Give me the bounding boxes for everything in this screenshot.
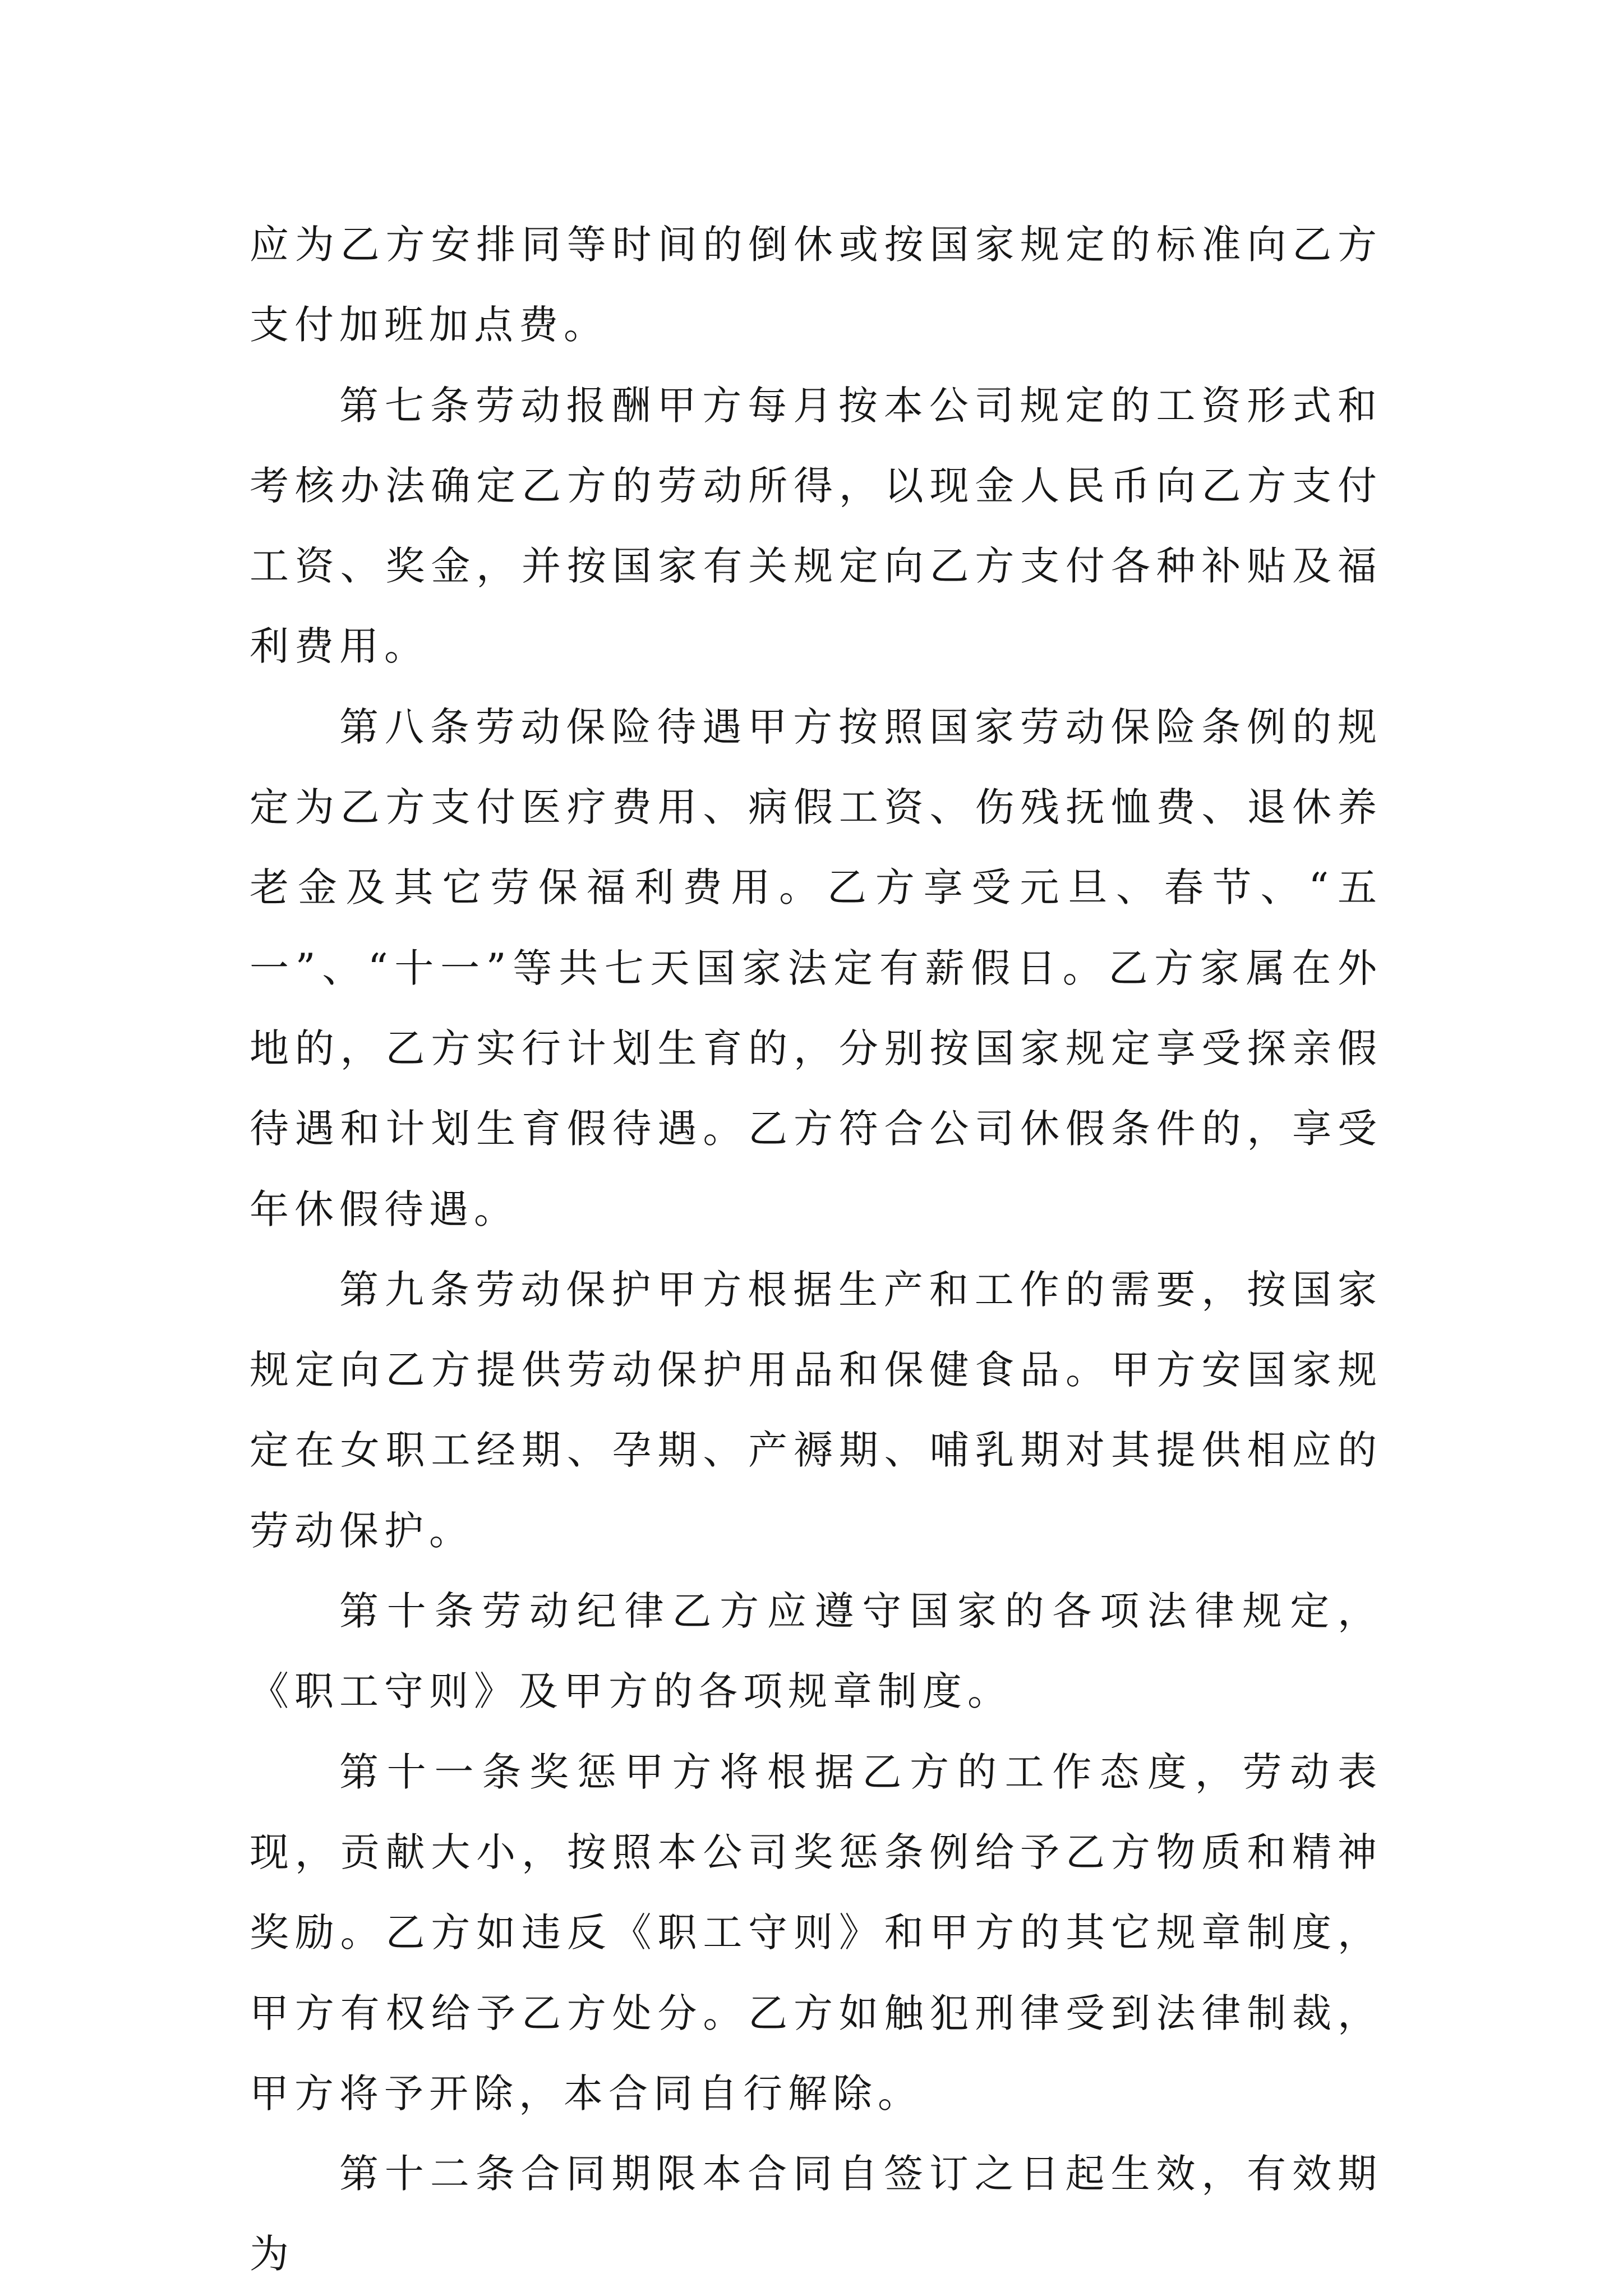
paragraph-continuation: 应为乙方安排同等时间的倒休或按国家规定的标准向乙方支付加班加点费。	[250, 222, 1382, 348]
paragraph-article-10: 第十条劳动纪律乙方应遵守国家的各项法律规定，《职工守则》及甲方的各项规章制度。	[250, 1588, 1382, 1715]
paragraph-article-8: 第八条劳动保险待遇甲方按照国家劳动保险条例的规定为乙方支付医疗费用、病假工资、伤残抚恤费、退休养老金及其它劳保福利费用。乙方享受元旦、春节、“五一”、“十一”等共七天国家法定有薪假日。乙方家属在外地的，乙方实行计划生育的，分别按国家规定享受探亲假待遇和计划生育假待遇。乙方符合公司休假条件的，享受年休假待遇。	[250, 703, 1382, 1232]
paragraph-article-7: 第七条劳动报酬甲方每月按本公司规定的工资形式和考核办法确定乙方的劳动所得，以现金人民币向乙方支付工资、奖金，并按国家有关规定向乙方支付各种补贴及福利费用。	[250, 382, 1382, 670]
paragraph-article-11: 第十一条奖惩甲方将根据乙方的工作态度，劳动表现，贡献大小，按照本公司奖惩条例给予乙方物质和精神奖励。乙方如违反《职工守则》和甲方的其它规章制度，甲方有权给予乙方处分。乙方如触犯刑律受到法律制裁，甲方将予开除，本合同自行解除。	[250, 1749, 1382, 2116]
paragraph-article-9: 第九条劳动保护甲方根据生产和工作的需要，按国家规定向乙方提供劳动保护用品和保健食品。甲方安国家规定在女职工经期、孕期、产褥期、哺乳期对其提供相应的劳动保护。	[250, 1266, 1382, 1554]
paragraph-article-12: 第十二条合同期限本合同自签订之日起生效，有效期为	[250, 2151, 1382, 2277]
document-body	[250, 205, 1382, 2295]
